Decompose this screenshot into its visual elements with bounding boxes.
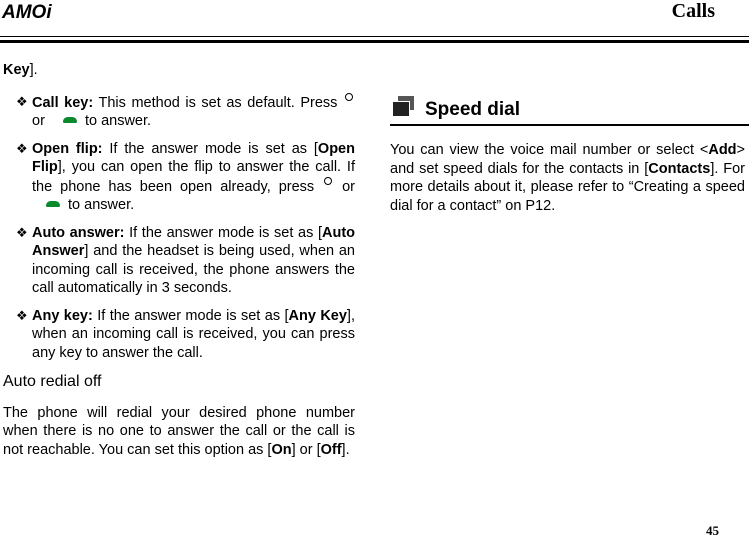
para-text: ]. <box>341 441 350 458</box>
diamond-bullet-icon: ❖ <box>16 224 28 240</box>
intro-line <box>3 61 355 80</box>
para-text: The phone will redial your desired phone number when there is no one to answer the call or the call is not reachable. You can set this option as [ <box>3 404 355 458</box>
intro-tail: ]. <box>29 62 38 78</box>
bullet-auto-answer <box>3 224 355 298</box>
page-number: 45 <box>706 523 719 538</box>
para-bold-contacts: Contacts <box>648 160 711 177</box>
bullet-text: If the answer mode is set as [ <box>102 140 318 157</box>
bullet-text: If the answer mode is set as [ <box>92 307 289 324</box>
section-underline <box>390 124 749 126</box>
header-rule-thick <box>0 40 749 43</box>
right-column <box>390 141 745 215</box>
subheading-auto-redial: Auto redial off <box>3 373 102 390</box>
header-rule-thin <box>0 36 749 37</box>
bullet-text: or <box>334 178 356 195</box>
para-bold-add: Add <box>708 142 737 158</box>
speed-dial-section-icon <box>392 96 414 116</box>
bullet-term: Open flip: <box>32 140 103 157</box>
bullet-any-key <box>3 307 355 363</box>
diamond-bullet-icon: ❖ <box>16 140 28 156</box>
bullet-term: Call key: <box>32 94 94 111</box>
para-text: > and set speed dials for the contacts in [ <box>390 142 745 177</box>
bullet-text: This method is set as default. Press <box>93 94 343 111</box>
diamond-bullet-icon: ❖ <box>16 307 28 323</box>
amoi-logo <box>2 2 72 24</box>
ok-key-icon <box>324 177 332 185</box>
bullet-text: ], you can open the flip to answer the call. If the phone has been open already, press <box>32 159 355 195</box>
auto-redial-paragraph <box>3 404 355 460</box>
bullet-bold: Any Key <box>288 307 347 324</box>
bullet-text: to answer. <box>80 113 152 129</box>
bullet-bold: Auto Answer <box>32 224 356 259</box>
para-bold-off: Off <box>320 441 342 458</box>
bullet-text: or <box>32 113 49 129</box>
bullet-call-key <box>3 93 355 131</box>
section-title: Speed dial <box>425 99 521 120</box>
bullet-text: ] and the headset is being used, when an incoming call is received, the phone answers the call automatically in 3 seconds. <box>32 243 355 296</box>
bullet-open-flip <box>3 140 355 215</box>
logo-text: AMOi <box>2 2 52 23</box>
page-section-title: Calls <box>671 0 715 22</box>
para-text: ]. For more details about it, please refer to “Creating a speed dial for a contact” on P12. <box>390 160 745 214</box>
speed-dial-paragraph <box>390 141 745 215</box>
bullet-term: Any key: <box>32 307 93 324</box>
para-text: You can view the voice mail number or select < <box>390 142 709 158</box>
left-column <box>3 61 355 459</box>
intro-key-bold: Key <box>3 62 30 78</box>
diamond-bullet-icon: ❖ <box>16 93 28 109</box>
bullet-bold: Open Flip <box>32 140 355 175</box>
bullet-text: If the answer mode is set as [ <box>124 224 322 241</box>
call-key-icon <box>63 117 77 123</box>
para-bold-on: On <box>271 441 292 458</box>
bullet-term: Auto answer: <box>32 224 125 241</box>
bullet-text: to answer. <box>64 197 135 213</box>
bullet-text: ], when an incoming call is received, you can press any key to answer the call. <box>32 307 355 361</box>
ok-key-icon <box>345 93 353 101</box>
para-text: ] or [ <box>291 441 321 458</box>
call-key-icon <box>46 201 60 207</box>
